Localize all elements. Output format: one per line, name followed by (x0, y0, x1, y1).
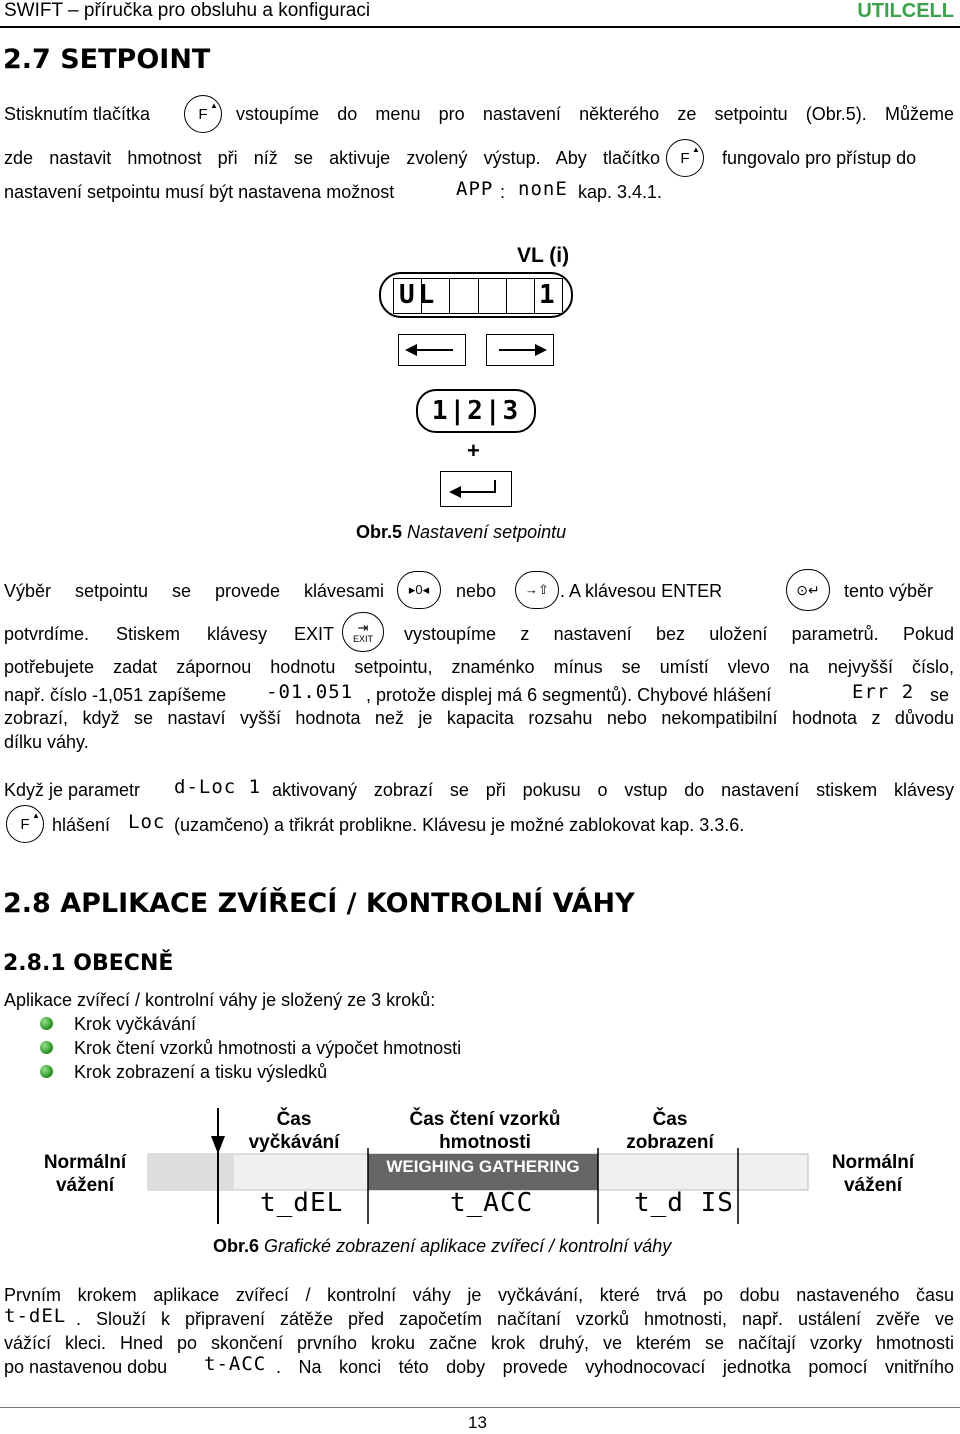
text: Prvním krokem aplikace zvířecí / kontrolní váhy je vyčkávání, které trvá po dobu nastaveného času (4, 1285, 954, 1305)
list-item: Krok zobrazení a tisku výsledků (74, 1062, 328, 1082)
display-time-label: Čas zobrazení (626, 1109, 714, 1153)
text: nebo (456, 581, 497, 601)
figure-label: VL (i) (517, 244, 570, 267)
text: . Na konci této doby provede vyhodnocovací jednotka pomocí vnitřního (276, 1357, 954, 1377)
setpoint-display (379, 272, 573, 318)
text: Když je parametr (4, 780, 141, 800)
section-title-setpoint: 2.7 SETPOINT (3, 44, 211, 75)
enter-key-icon: ⊙↵ (786, 569, 830, 611)
bar-label: WEIGHING GATHERING (386, 1157, 580, 1176)
segment-text: t-dEL (4, 1305, 67, 1327)
segment-text: APP (456, 178, 494, 200)
footer-divider (0, 1407, 960, 1408)
segment-text: Loc (128, 811, 166, 833)
bullet-icon (40, 1017, 53, 1030)
left-arrow-icon (398, 334, 466, 366)
text: . Slouží k připravení zátěže před započetím načítaní vzorků hmotnosti, např. ustálení zvěře ve (76, 1309, 954, 1329)
segment-text: nonE (518, 178, 568, 200)
right-arrow-icon (486, 334, 554, 366)
exit-key-icon: ⇥ EXIT (342, 612, 384, 652)
zero-key-icon: ▸0◂ (397, 571, 441, 609)
text: hlášení (52, 815, 111, 835)
text: vážící kleci. Hned po skončení prvního kroku začne krok druhý, ve kterém se načítají vzorky hmotnosti (4, 1333, 954, 1353)
display-value-right: 1 (539, 280, 556, 310)
bullet-icon (40, 1065, 53, 1078)
text: : (500, 182, 506, 202)
subsection-title: 2.8.1 OBECNĚ (3, 951, 174, 976)
f-key-icon: F ▲ (666, 139, 704, 177)
text: po nastavenou dobu (4, 1357, 168, 1377)
text: potřebujete zadat zápornou hodnotu setpointu, znaménko mínus se umístí vlevo na nejvyšší číslo, (4, 657, 954, 677)
text: zobrazí, když se nastaví vyšší hodnota než je kapacita rozsahu nebo nekompatibilní hodnota z důvodu (4, 708, 954, 728)
text: zde nastavit hmotnost při níž se aktivuje zvolený výstup. Aby tlačítko (4, 148, 660, 168)
header-title: SWIFT – příručka pro obsluhu a konfiguraci (4, 0, 371, 21)
tare-key-icon: →⇧ (515, 571, 559, 609)
segment-text: t_d IS (634, 1188, 734, 1218)
text: vstoupíme do menu pro nastavení některého ze setpointu (Obr.5). Můžeme (236, 104, 954, 124)
segment-text: d-Loc 1 (174, 776, 262, 798)
digit-display: 1|2|3 (416, 389, 536, 433)
header-divider (0, 26, 960, 28)
text: Aplikace zvířecí / kontrolní váhy je složený ze 3 kroků: (4, 990, 436, 1010)
list-item: Krok vyčkávání (74, 1014, 197, 1034)
segment-text: -01.051 (266, 681, 354, 703)
plus-sign: + (467, 438, 480, 463)
segment-text: t-ACC (204, 1353, 267, 1375)
text: (uzamčeno) a třikrát problikne. Klávesu je možné zablokovat kap. 3.3.6. (174, 815, 745, 835)
f-key-icon: F ▲ (184, 95, 222, 133)
f-key-icon: F ▲ (6, 805, 44, 843)
bullet-icon (40, 1041, 53, 1054)
header-brand: UTILCELL (857, 0, 954, 22)
text: Stisknutím tlačítka (4, 104, 151, 124)
text: . A klávesou ENTER (560, 581, 723, 601)
text: se (930, 685, 950, 705)
display-value-left: UL (399, 280, 439, 310)
page-number: 13 (468, 1413, 487, 1432)
text: fungovalo pro přístup do (722, 148, 917, 168)
enter-key-icon (440, 471, 512, 507)
text: např. číslo -1,051 zapíšeme (4, 685, 227, 705)
sampling-time-label: Čas čtení vzorků hmotnosti (409, 1109, 561, 1153)
text: tento výběr (844, 581, 934, 601)
text: aktivovaný zobrazí se při pokusu o vstup do nastavení stiskem klávesy (272, 780, 954, 800)
text: Výběr setpointu se provede klávesami (4, 581, 384, 601)
normal-weighing-right-label: Normální vážení (831, 1152, 915, 1196)
text: kap. 3.4.1. (578, 182, 663, 202)
segment-text: t_ACC (450, 1188, 534, 1218)
segment-text: Err 2 (852, 681, 915, 703)
figure-caption: Obr.5 Nastavení setpointu (356, 522, 567, 542)
text: vystoupíme z nastavení bez uložení parametrů. Pokud (404, 624, 954, 644)
text: nastavení setpointu musí být nastavena možnost (4, 182, 395, 202)
waiting-time-label: Čas vyčkávání (248, 1109, 340, 1153)
text: potvrdíme. Stiskem klávesy EXIT (4, 624, 334, 644)
list-item: Krok čtení vzorků hmotnosti a výpočet hmotnosti (74, 1038, 462, 1058)
section-title-application: 2.8 APLIKACE ZVÍŘECÍ / KONTROLNÍ VÁHY (3, 888, 635, 919)
figure-caption: Obr.6 Grafické zobrazení aplikace zvířecí / kontrolní váhy (213, 1236, 672, 1256)
normal-weighing-left-label: Normální vážení (43, 1152, 127, 1196)
text: , protože displej má 6 segmentů). Chybové hlášení (366, 685, 772, 705)
segment-text: t_dEL (260, 1188, 344, 1218)
text: dílku váhy. (4, 732, 89, 752)
